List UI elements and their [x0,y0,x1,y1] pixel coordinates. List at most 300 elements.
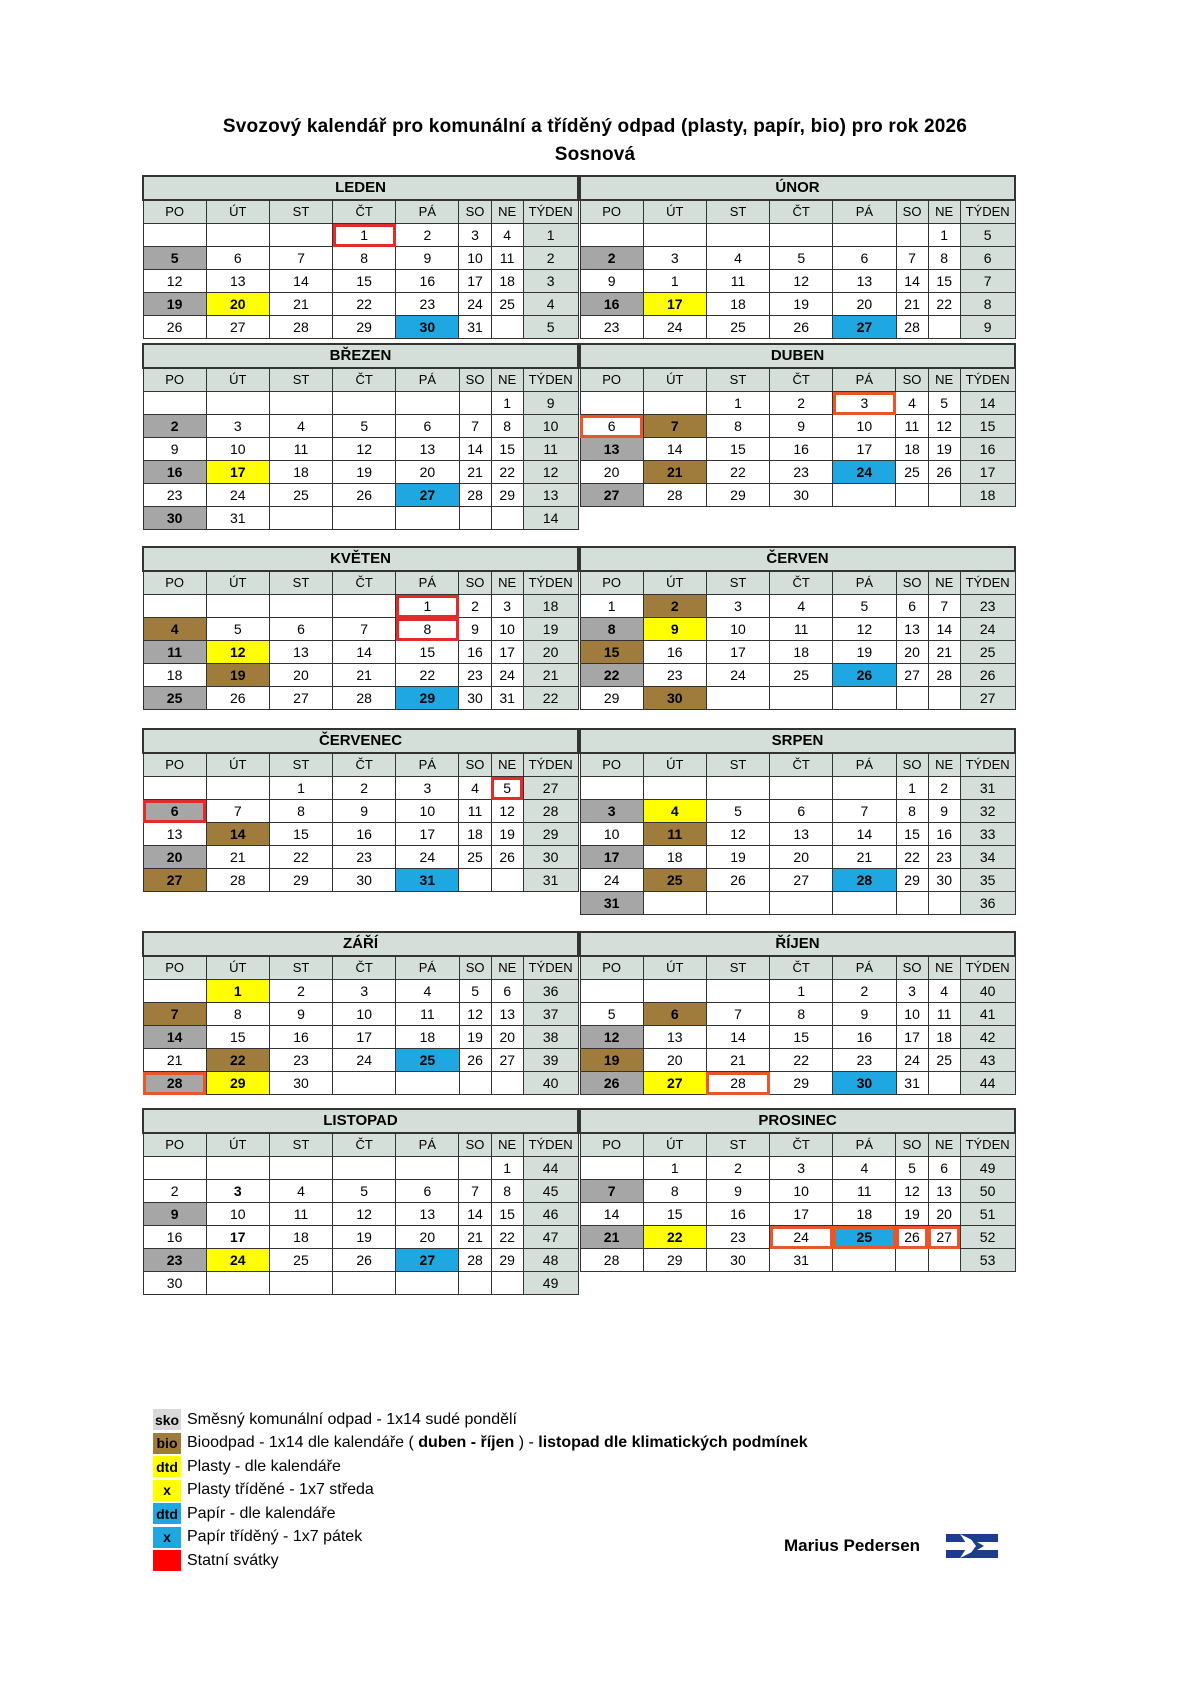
week-row [143,247,578,270]
page-title: Svozový kalendář pro komunální a tříděný odpad (plasty, papír, bio) pro rok 2026 [222,116,968,137]
month-name: BŘEZEN [143,344,578,368]
weekday-header: ST [706,200,769,224]
week-number: 41 [960,1003,1015,1026]
day-cell: 12 [491,800,523,823]
day-cell: 12 [143,270,206,293]
day-cell: 29 [396,687,459,710]
day-cell: 3 [333,980,396,1003]
month-table [142,175,579,339]
day-cell: 24 [833,461,896,484]
day-cell [269,595,332,618]
day-cell: 16 [770,438,833,461]
day-cell: 1 [770,980,833,1003]
day-cell: 12 [896,1180,928,1203]
day-cell [459,392,491,415]
day-cell: 29 [580,687,643,710]
day-cell: 9 [770,415,833,438]
weekday-header: PÁ [396,753,459,777]
day-cell: 24 [643,316,706,339]
day-cell: 7 [643,415,706,438]
week-row [143,270,578,293]
day-cell: 2 [269,980,332,1003]
day-cell: 20 [928,1203,960,1226]
day-cell: 27 [770,869,833,892]
day-cell: 17 [896,1026,928,1049]
weekday-header: SO [896,200,928,224]
day-cell: 29 [269,869,332,892]
day-cell [491,507,523,530]
day-cell [643,224,706,247]
weekday-header: ÚT [206,368,269,392]
day-cell: 13 [206,270,269,293]
day-cell: 10 [706,618,769,641]
day-cell: 28 [928,664,960,687]
day-cell: 26 [928,461,960,484]
day-cell: 10 [770,1180,833,1203]
legend-bold-part: listopad dle klimatických podmínek [538,1434,808,1452]
week-row [580,1157,1015,1180]
day-cell: 9 [333,800,396,823]
day-cell: 8 [770,1003,833,1026]
weekday-header: PO [143,368,206,392]
day-cell: 16 [143,1226,206,1249]
day-cell: 25 [143,687,206,710]
weekday-header: TÝDEN [960,956,1015,980]
weekday-header: PO [143,200,206,224]
day-cell: 26 [459,1049,491,1072]
week-number: 34 [960,846,1015,869]
day-cell: 7 [580,1180,643,1203]
weekday-header: SO [459,200,491,224]
week-row [580,664,1015,687]
day-cell [143,980,206,1003]
day-cell [333,1072,396,1095]
day-cell: 10 [896,1003,928,1026]
day-cell: 25 [491,293,523,316]
day-cell [396,507,459,530]
day-cell [143,1157,206,1180]
day-cell [706,892,769,915]
day-cell [491,869,523,892]
day-cell [269,507,332,530]
day-cell: 2 [643,595,706,618]
week-number: 4 [523,293,578,316]
day-cell: 21 [206,846,269,869]
day-cell: 18 [491,270,523,293]
day-cell [459,507,491,530]
week-row [143,641,578,664]
weekday-header: TÝDEN [960,200,1015,224]
week-number: 28 [523,800,578,823]
weekday-header: NE [928,753,960,777]
week-row [143,1226,578,1249]
legend-text-part: Směsný komunální odpad - 1x14 sudé pondělí [187,1410,517,1428]
day-cell: 19 [333,1226,396,1249]
day-cell: 30 [459,687,491,710]
week-number: 16 [960,438,1015,461]
day-cell: 3 [396,777,459,800]
week-row [143,1026,578,1049]
day-cell [928,316,960,339]
day-cell: 10 [333,1003,396,1026]
day-cell: 23 [459,664,491,687]
weekday-header: TÝDEN [523,1133,578,1157]
day-cell: 3 [491,595,523,618]
day-cell: 9 [269,1003,332,1026]
day-cell: 11 [706,270,769,293]
day-cell: 15 [269,823,332,846]
day-cell [928,892,960,915]
day-cell: 4 [396,980,459,1003]
day-cell: 8 [269,800,332,823]
week-row [580,846,1015,869]
day-cell [396,1157,459,1180]
day-cell: 5 [770,247,833,270]
weekday-header: PO [143,753,206,777]
month-table [579,343,1016,507]
week-number: 5 [960,224,1015,247]
day-cell: 17 [206,1226,269,1249]
day-cell [580,777,643,800]
day-cell: 24 [491,664,523,687]
day-cell: 14 [269,270,332,293]
legend-text-part: ) - [514,1434,539,1452]
day-cell: 24 [333,1049,396,1072]
week-number: 18 [960,484,1015,507]
week-number: 1 [523,224,578,247]
day-cell: 28 [896,316,928,339]
day-cell: 13 [896,618,928,641]
weekday-header: PO [580,753,643,777]
day-cell: 11 [928,1003,960,1026]
week-number: 17 [960,461,1015,484]
day-cell: 6 [833,247,896,270]
day-cell: 25 [928,1049,960,1072]
legend-item [153,1526,808,1550]
day-cell: 2 [928,777,960,800]
day-cell: 19 [896,1203,928,1226]
month-table [579,931,1016,1095]
month-name: ÚNOR [580,176,1015,200]
weekday-header: PO [580,368,643,392]
day-cell: 4 [896,392,928,415]
week-number: 5 [523,316,578,339]
day-cell: 26 [770,316,833,339]
day-cell: 18 [396,1026,459,1049]
week-row [143,507,578,530]
weekday-header: ST [706,1133,769,1157]
day-cell: 11 [396,1003,459,1026]
day-cell: 17 [770,1203,833,1226]
weekday-header: ÚT [206,753,269,777]
day-cell [896,892,928,915]
day-cell: 30 [706,1249,769,1272]
day-cell: 2 [333,777,396,800]
weekday-header: NE [491,200,523,224]
day-cell: 9 [459,618,491,641]
day-cell: 3 [206,415,269,438]
day-cell: 18 [269,1226,332,1249]
weekday-header: TÝDEN [523,368,578,392]
day-cell: 6 [269,618,332,641]
day-cell: 29 [491,484,523,507]
day-cell: 8 [928,247,960,270]
day-cell: 17 [491,641,523,664]
weekday-header: NE [491,571,523,595]
day-cell: 27 [833,316,896,339]
weekday-header: ST [269,753,332,777]
legend-text-part: Papír tříděný - 1x7 pátek [187,1528,363,1546]
day-cell [770,224,833,247]
day-cell [580,980,643,1003]
day-cell [706,980,769,1003]
weekday-header: TÝDEN [960,753,1015,777]
day-cell: 12 [333,438,396,461]
day-cell: 19 [333,461,396,484]
weekday-header: NE [491,368,523,392]
weekday-header: ČT [333,368,396,392]
day-cell: 9 [143,438,206,461]
month-table [142,343,579,530]
day-cell: 1 [269,777,332,800]
day-cell [269,224,332,247]
day-cell [770,687,833,710]
day-cell: 21 [896,293,928,316]
week-number: 31 [523,869,578,892]
day-cell: 14 [459,438,491,461]
day-cell [269,1157,332,1180]
day-cell: 17 [206,461,269,484]
week-row [143,1157,578,1180]
day-cell: 3 [896,980,928,1003]
day-cell: 15 [580,641,643,664]
week-row [580,777,1015,800]
weekday-header: ÚT [206,1133,269,1157]
day-cell [833,892,896,915]
day-cell: 28 [706,1072,769,1095]
weekday-header: NE [928,956,960,980]
day-cell: 16 [143,461,206,484]
day-cell: 23 [580,316,643,339]
day-cell: 13 [491,1003,523,1026]
week-row [580,247,1015,270]
day-cell: 29 [896,869,928,892]
weekday-header: TÝDEN [523,200,578,224]
week-row [580,224,1015,247]
legend-swatch [153,1550,181,1571]
day-cell [459,869,491,892]
weekday-header: ÚT [643,753,706,777]
month-name: KVĚTEN [143,547,578,571]
week-row [143,846,578,869]
day-cell: 22 [269,846,332,869]
day-cell: 4 [269,415,332,438]
day-cell: 5 [333,1180,396,1203]
day-cell: 22 [206,1049,269,1072]
weekday-header: PO [580,956,643,980]
day-cell: 6 [396,1180,459,1203]
day-cell [491,316,523,339]
weekday-header: PÁ [396,956,459,980]
day-cell: 15 [896,823,928,846]
week-number: 21 [523,664,578,687]
day-cell: 24 [896,1049,928,1072]
legend-swatch: x [153,1527,181,1548]
day-cell: 4 [143,618,206,641]
day-cell [928,1249,960,1272]
month-table [142,546,579,710]
day-cell: 19 [459,1026,491,1049]
day-cell: 11 [770,618,833,641]
week-number: 38 [523,1026,578,1049]
day-cell [770,777,833,800]
day-cell: 23 [770,461,833,484]
day-cell: 22 [491,1226,523,1249]
day-cell: 30 [643,687,706,710]
weekday-header: PÁ [833,1133,896,1157]
weekday-header: ST [269,200,332,224]
day-cell: 15 [928,270,960,293]
week-row [580,687,1015,710]
day-cell: 4 [833,1157,896,1180]
day-cell [206,595,269,618]
weekday-header: SO [459,753,491,777]
week-row [143,316,578,339]
day-cell: 8 [643,1180,706,1203]
day-cell: 6 [396,415,459,438]
day-cell: 28 [459,1249,491,1272]
legend-text [187,1411,517,1429]
day-cell [143,777,206,800]
week-number: 52 [960,1226,1015,1249]
day-cell [206,777,269,800]
weekday-header: ÚT [643,571,706,595]
day-cell: 21 [459,1226,491,1249]
day-cell: 31 [770,1249,833,1272]
day-cell: 25 [706,316,769,339]
week-number: 20 [523,641,578,664]
weekday-header: SO [459,956,491,980]
weekday-header: NE [928,1133,960,1157]
day-cell: 7 [269,247,332,270]
weekday-header: PÁ [833,956,896,980]
weekday-header: NE [491,753,523,777]
weekday-header: TÝDEN [523,956,578,980]
day-cell: 24 [580,869,643,892]
day-cell: 19 [833,641,896,664]
day-cell: 7 [928,595,960,618]
day-cell: 19 [143,293,206,316]
weekday-header: ČT [333,753,396,777]
day-cell: 23 [643,664,706,687]
day-cell [643,892,706,915]
week-number: 47 [523,1226,578,1249]
day-cell: 12 [333,1203,396,1226]
day-cell: 16 [706,1203,769,1226]
day-cell: 19 [580,1049,643,1072]
week-number: 37 [523,1003,578,1026]
weekday-header: ČT [770,753,833,777]
day-cell [459,1157,491,1180]
week-number: 42 [960,1026,1015,1049]
week-number: 26 [960,664,1015,687]
weekday-header: ČT [770,200,833,224]
week-row [580,270,1015,293]
week-number: 9 [523,392,578,415]
day-cell: 18 [896,438,928,461]
day-cell: 5 [143,247,206,270]
logo-flag-icon [946,1534,998,1558]
day-cell: 4 [269,1180,332,1203]
week-number: 30 [523,846,578,869]
day-cell: 28 [580,1249,643,1272]
day-cell: 13 [580,438,643,461]
legend-text-part: Plasty - dle kalendáře [187,1457,341,1475]
day-cell: 26 [206,687,269,710]
day-cell: 3 [580,800,643,823]
weekday-header: ČT [333,956,396,980]
day-cell: 28 [833,869,896,892]
weekday-header: ÚT [643,368,706,392]
day-cell: 25 [896,461,928,484]
day-cell [928,1072,960,1095]
day-cell [833,1249,896,1272]
day-cell [580,392,643,415]
day-cell: 20 [143,846,206,869]
week-number: 48 [523,1249,578,1272]
day-cell: 9 [643,618,706,641]
day-cell: 30 [928,869,960,892]
month-table [579,728,1016,915]
legend [153,1408,808,1573]
week-row [580,595,1015,618]
day-cell: 16 [833,1026,896,1049]
day-cell: 3 [833,392,896,415]
day-cell: 1 [206,980,269,1003]
day-cell: 27 [928,1226,960,1249]
week-row [580,1180,1015,1203]
day-cell: 25 [459,846,491,869]
week-number: 14 [960,392,1015,415]
weekday-header: ČT [770,571,833,595]
legend-text [187,1481,374,1499]
day-cell: 4 [770,595,833,618]
day-cell: 17 [643,293,706,316]
weekday-header: ČT [770,1133,833,1157]
week-number: 27 [523,777,578,800]
day-cell: 5 [833,595,896,618]
week-number: 49 [960,1157,1015,1180]
day-cell: 1 [491,392,523,415]
day-cell [396,1072,459,1095]
month-name: ŘÍJEN [580,932,1015,956]
legend-text [187,1458,341,1476]
day-cell: 22 [896,846,928,869]
day-cell: 23 [928,846,960,869]
day-cell: 13 [143,823,206,846]
day-cell: 23 [396,293,459,316]
week-row [580,1072,1015,1095]
day-cell: 21 [833,846,896,869]
week-row [580,1026,1015,1049]
day-cell: 31 [491,687,523,710]
legend-text [187,1552,279,1570]
day-cell: 26 [580,1072,643,1095]
weekday-header: PÁ [396,368,459,392]
day-cell [333,595,396,618]
day-cell [833,777,896,800]
day-cell: 7 [143,1003,206,1026]
